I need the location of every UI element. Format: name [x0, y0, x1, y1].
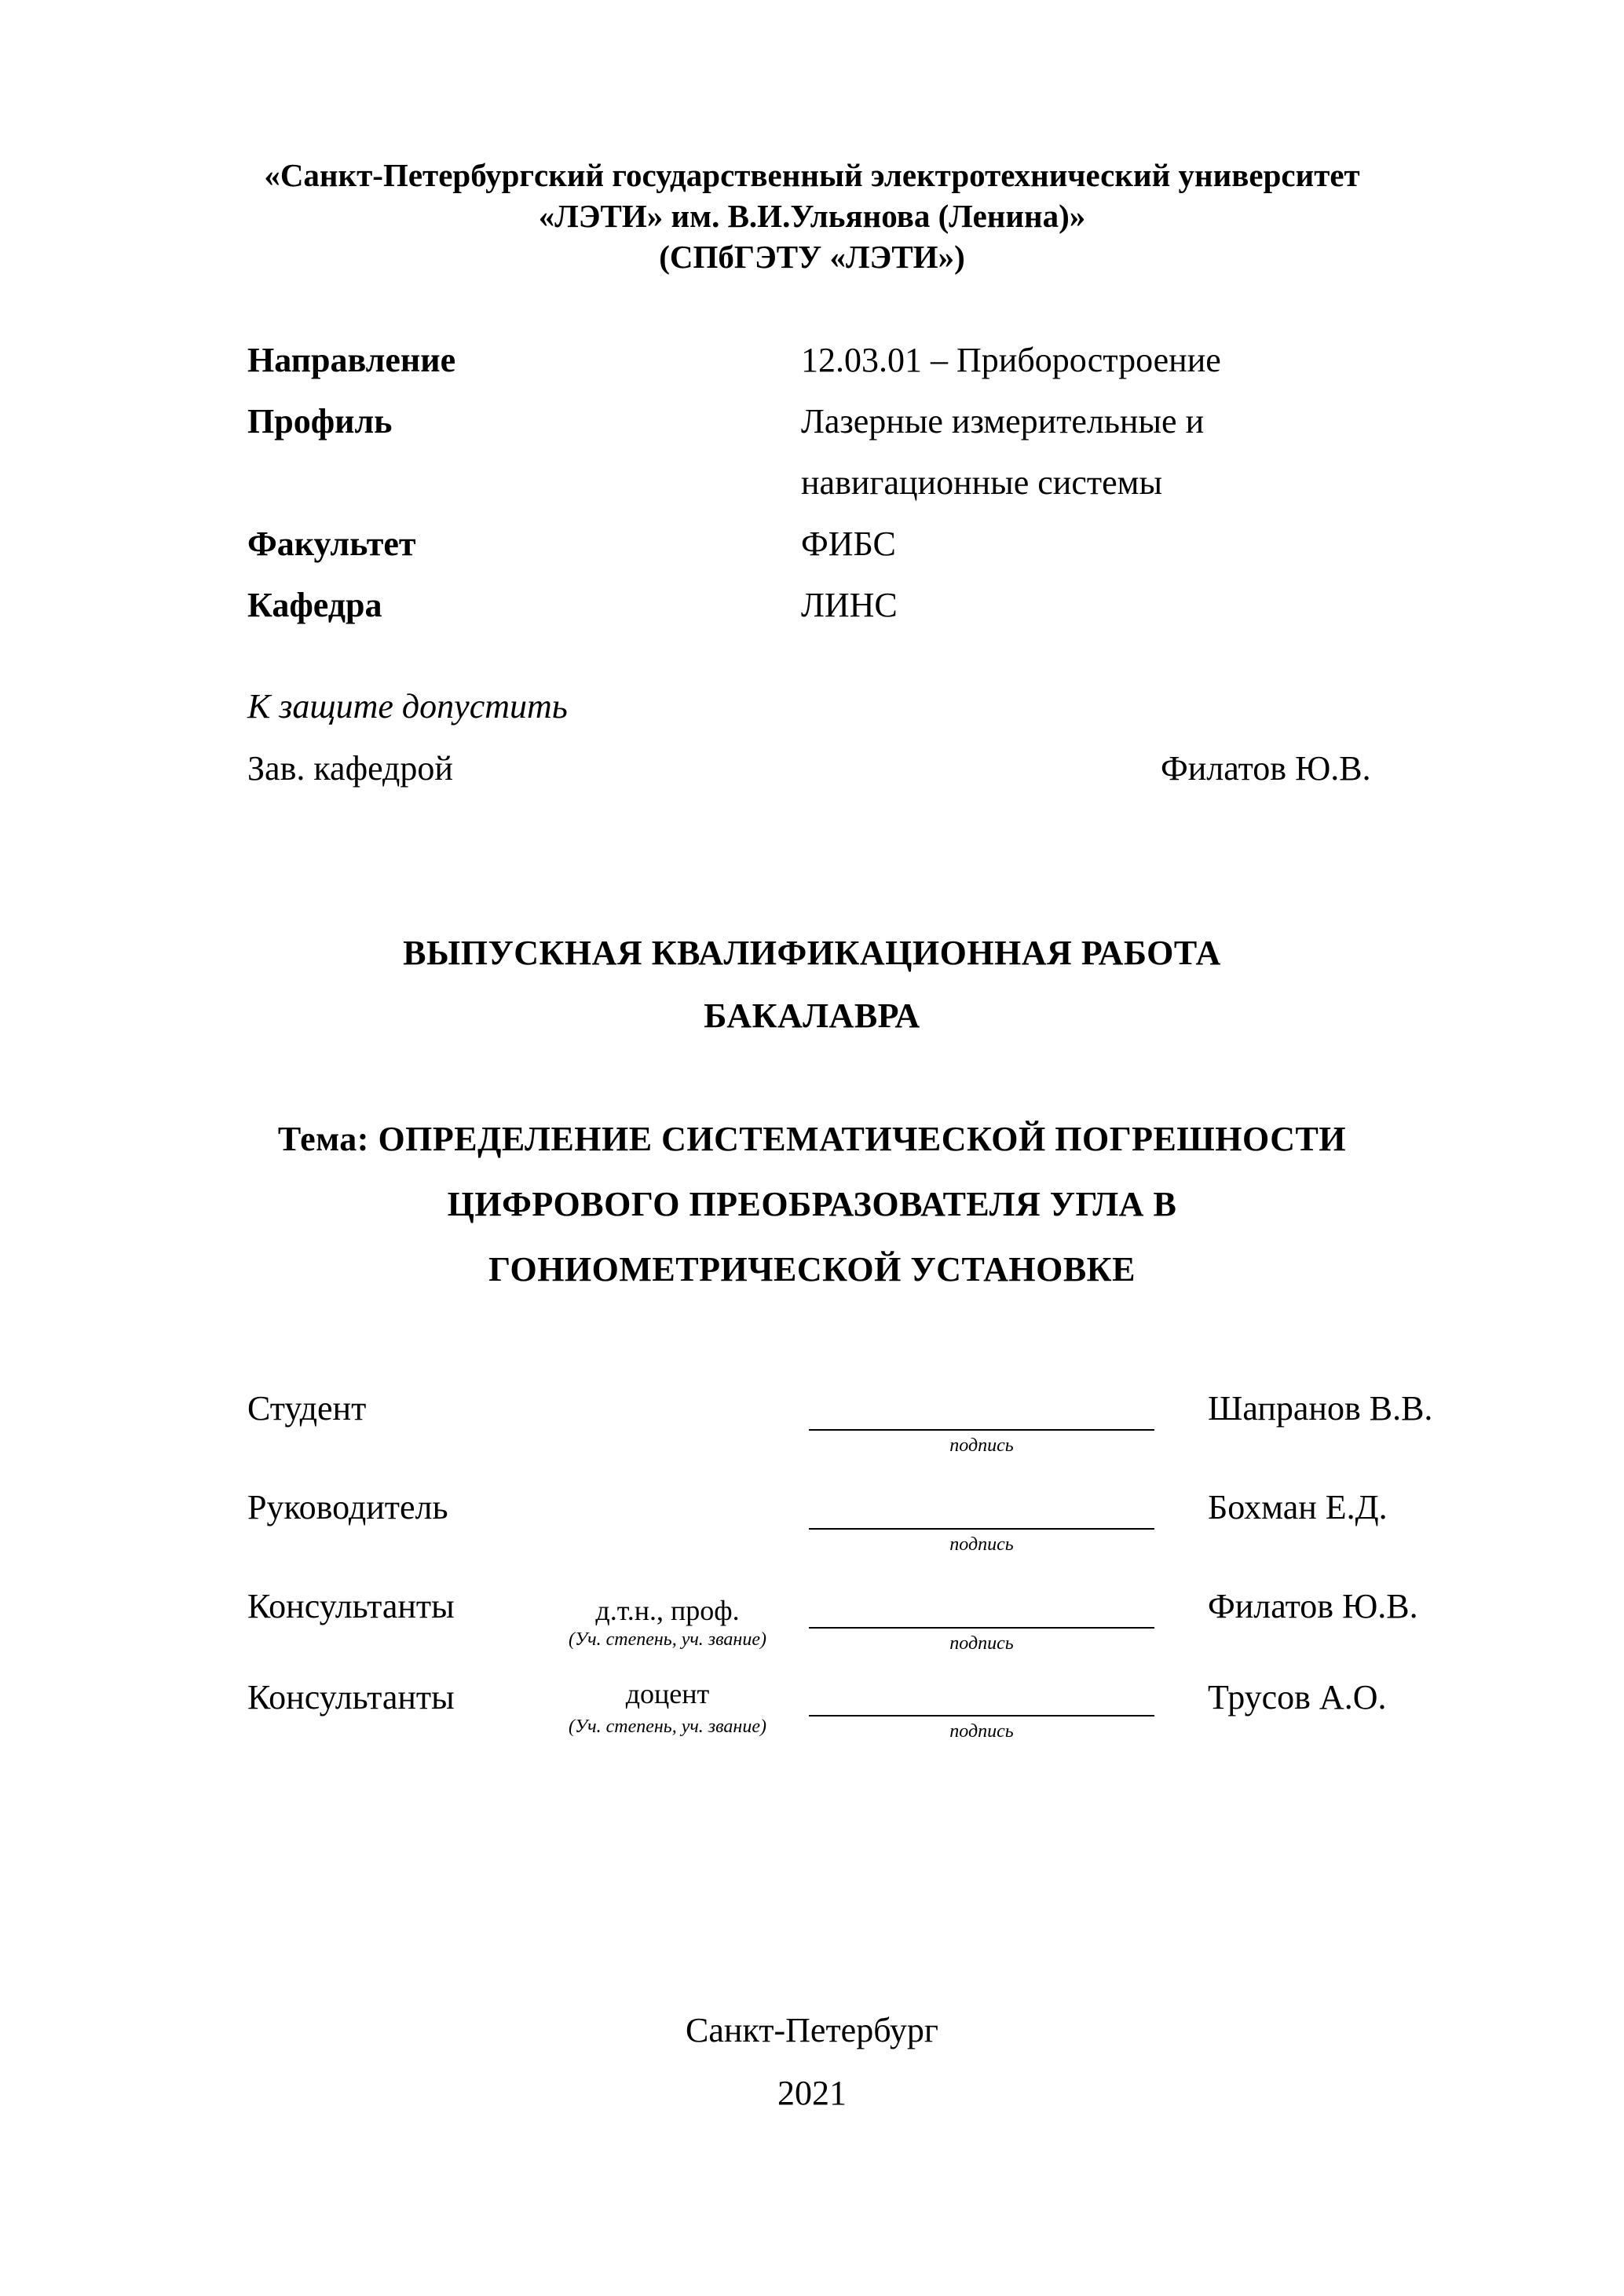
footer-year: 2021 — [777, 2074, 847, 2112]
consultant1-signature-line — [809, 1627, 1154, 1629]
department-value: ЛИНС — [801, 586, 898, 624]
student-signature-hint: подпись — [949, 1435, 1014, 1456]
defense-approval-label: К защите допустить — [247, 687, 568, 726]
supervisor-role-label: Руководитель — [247, 1488, 448, 1526]
university-name-line1: «Санкт-Петербургский государственный электротехнический университет — [264, 157, 1360, 193]
topic-line3: ГОНИОМЕТРИЧЕСКОЙ УСТАНОВКЕ — [488, 1250, 1136, 1289]
profile-label: Профиль — [247, 402, 393, 441]
supervisor-signature-hint: подпись — [949, 1534, 1014, 1555]
work-type-line1: ВЫПУСКНАЯ КВАЛИФИКАЦИОННАЯ РАБОТА — [403, 934, 1221, 972]
faculty-value: ФИБС — [801, 525, 896, 563]
direction-value: 12.03.01 – Приборостроение — [801, 341, 1221, 379]
topic-line2: ЦИФРОВОГО ПРЕОБРАЗОВАТЕЛЯ УГЛА В — [447, 1185, 1177, 1223]
supervisor-signature-line — [809, 1528, 1154, 1530]
consultant2-name: Трусов А.О. — [1208, 1678, 1387, 1717]
consultant1-degree: д.т.н., проф. — [595, 1595, 740, 1626]
consultant2-role-label: Консультанты — [247, 1678, 455, 1717]
profile-value-line1: Лазерные измерительные и — [801, 402, 1205, 441]
faculty-label: Факультет — [247, 525, 416, 563]
direction-label: Направление — [247, 341, 456, 379]
department-label: Кафедра — [247, 586, 382, 624]
university-abbreviation: (СПбГЭТУ «ЛЭТИ») — [659, 239, 965, 275]
consultant2-degree-hint: (Уч. степень, уч. звание) — [569, 1717, 766, 1737]
profile-value-line2: навигационные системы — [801, 463, 1163, 502]
work-type-line2: БАКАЛАВРА — [704, 996, 920, 1035]
department-head-label: Зав. кафедрой — [247, 749, 453, 788]
supervisor-name: Бохман Е.Д. — [1208, 1488, 1388, 1526]
consultant1-signature-hint: подпись — [949, 1633, 1014, 1654]
topic-line1: Тема: ОПРЕДЕЛЕНИЕ СИСТЕМАТИЧЕСКОЙ ПОГРЕШНОСТИ — [277, 1120, 1347, 1158]
consultant1-name: Филатов Ю.В. — [1208, 1587, 1418, 1625]
department-head-name: Филатов Ю.В. — [1161, 749, 1371, 788]
student-signature-line — [809, 1429, 1154, 1431]
university-name-line2: «ЛЭТИ» им. В.И.Ульянова (Ленина)» — [538, 198, 1086, 234]
footer-city: Санкт-Петербург — [686, 2011, 938, 2049]
consultant1-role-label: Консультанты — [247, 1587, 455, 1625]
consultant1-degree-hint: (Уч. степень, уч. звание) — [569, 1629, 766, 1650]
consultant2-signature-line — [809, 1715, 1154, 1717]
consultant2-signature-hint: подпись — [949, 1721, 1014, 1742]
consultant2-degree: доцент — [625, 1678, 710, 1709]
student-role-label: Студент — [247, 1389, 367, 1428]
student-name: Шапранов В.В. — [1208, 1389, 1433, 1428]
